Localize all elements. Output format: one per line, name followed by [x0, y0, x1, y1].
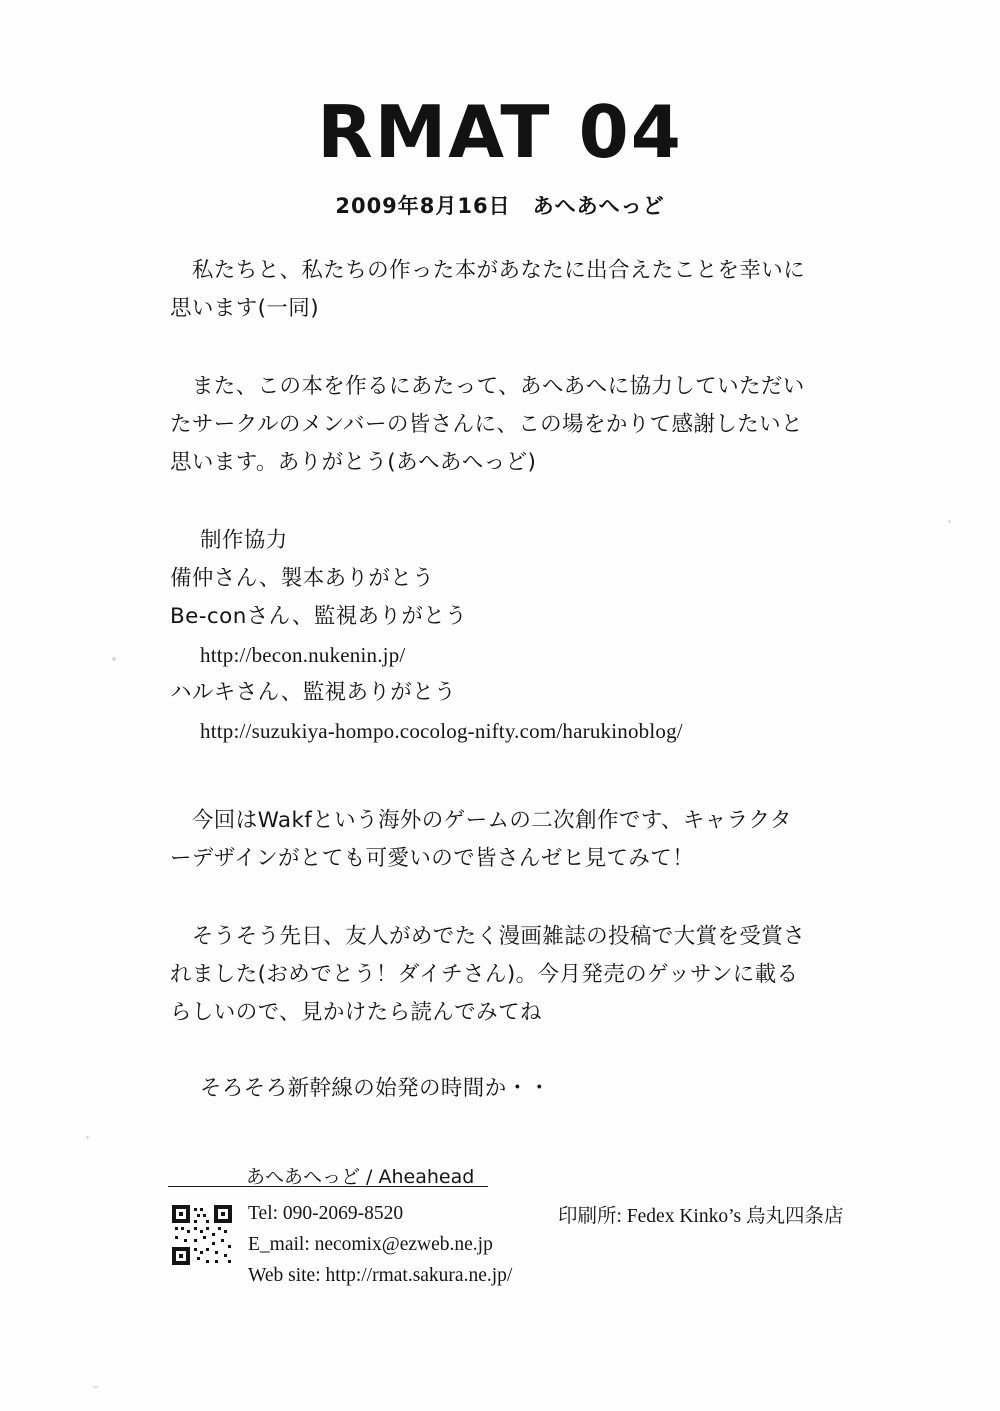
contact-info — [248, 1198, 512, 1291]
contact-website[interactable]: Web site: http://rmat.sakura.ne.jp/ — [248, 1265, 513, 1286]
qr-code-icon — [172, 1205, 232, 1265]
footer-divider — [168, 1186, 488, 1187]
page-subtitle: 2009年8月16日 あへあへっど — [335, 194, 665, 218]
paragraph-line: たサークルのメンバーの皆さんに、この場をかりて感謝したいと — [170, 412, 803, 437]
credits-link-becon[interactable]: http://becon.nukenin.jp/ — [200, 643, 406, 667]
paragraph-line: 思います(一同) — [170, 296, 319, 321]
credits-heading: 制作協力 — [200, 528, 288, 553]
contact-email[interactable]: E_mail: necomix@ezweb.ne.jp — [248, 1234, 493, 1255]
paragraph-line: また、この本を作るにあたって、あへあへに協力していただい — [170, 374, 805, 399]
credits-block — [170, 522, 870, 750]
credits-line: ハルキさん、監視ありがとう — [170, 680, 456, 705]
credits-line: 備仲さん、製本ありがとう — [170, 566, 435, 591]
paragraph-line: れました(おめでとう！ダイチさん)。今月発売のゲッサンに載る — [170, 962, 799, 987]
credits-line: Be-conさん、監視ありがとう — [170, 604, 468, 629]
paragraph-line: ーデザインがとても可愛いので皆さんゼヒ見てみて！ — [170, 846, 695, 871]
paragraph-line: 思います。ありがとう(あへあへっど) — [170, 450, 537, 475]
circle-name: あへあへっど / Aheahead — [246, 1166, 475, 1188]
afterword-paragraph-4 — [170, 802, 870, 878]
paragraph-line: そろそろ新幹線の始発の時間か・・ — [200, 1076, 551, 1101]
afterword-paragraph-2 — [170, 368, 870, 482]
paper-speck — [112, 657, 116, 661]
paper-speck — [93, 1386, 98, 1388]
paper-speck — [948, 520, 951, 523]
printer-info: 印刷所: Fedex Kinko’s 烏丸四条店 — [558, 1206, 844, 1227]
page-title: RMAT 04 — [317, 90, 683, 174]
paper-speck — [86, 1136, 89, 1139]
afterword-paragraph-5 — [170, 918, 870, 1032]
paragraph-line: 今回はWakfという海外のゲームの二次創作です、キャラクタ — [170, 808, 792, 833]
contact-tel: Tel: 090-2069-8520 — [248, 1203, 404, 1224]
paragraph-line: 私たちと、私たちの作った本があなたに出合えたことを幸いに — [170, 258, 806, 283]
paragraph-line: そうそう先日、友人がめでたく漫画雑誌の投稿で大賞を受賞さ — [170, 924, 806, 949]
credits-link-haruki[interactable]: http://suzukiya-hompo.cocolog-nifty.com/harukinoblog/ — [200, 719, 683, 743]
paragraph-line: らしいので、見かけたら読んでみてね — [170, 1000, 542, 1025]
afterword-paragraph-6 — [170, 1070, 870, 1108]
afterword-paragraph-1 — [170, 252, 870, 328]
